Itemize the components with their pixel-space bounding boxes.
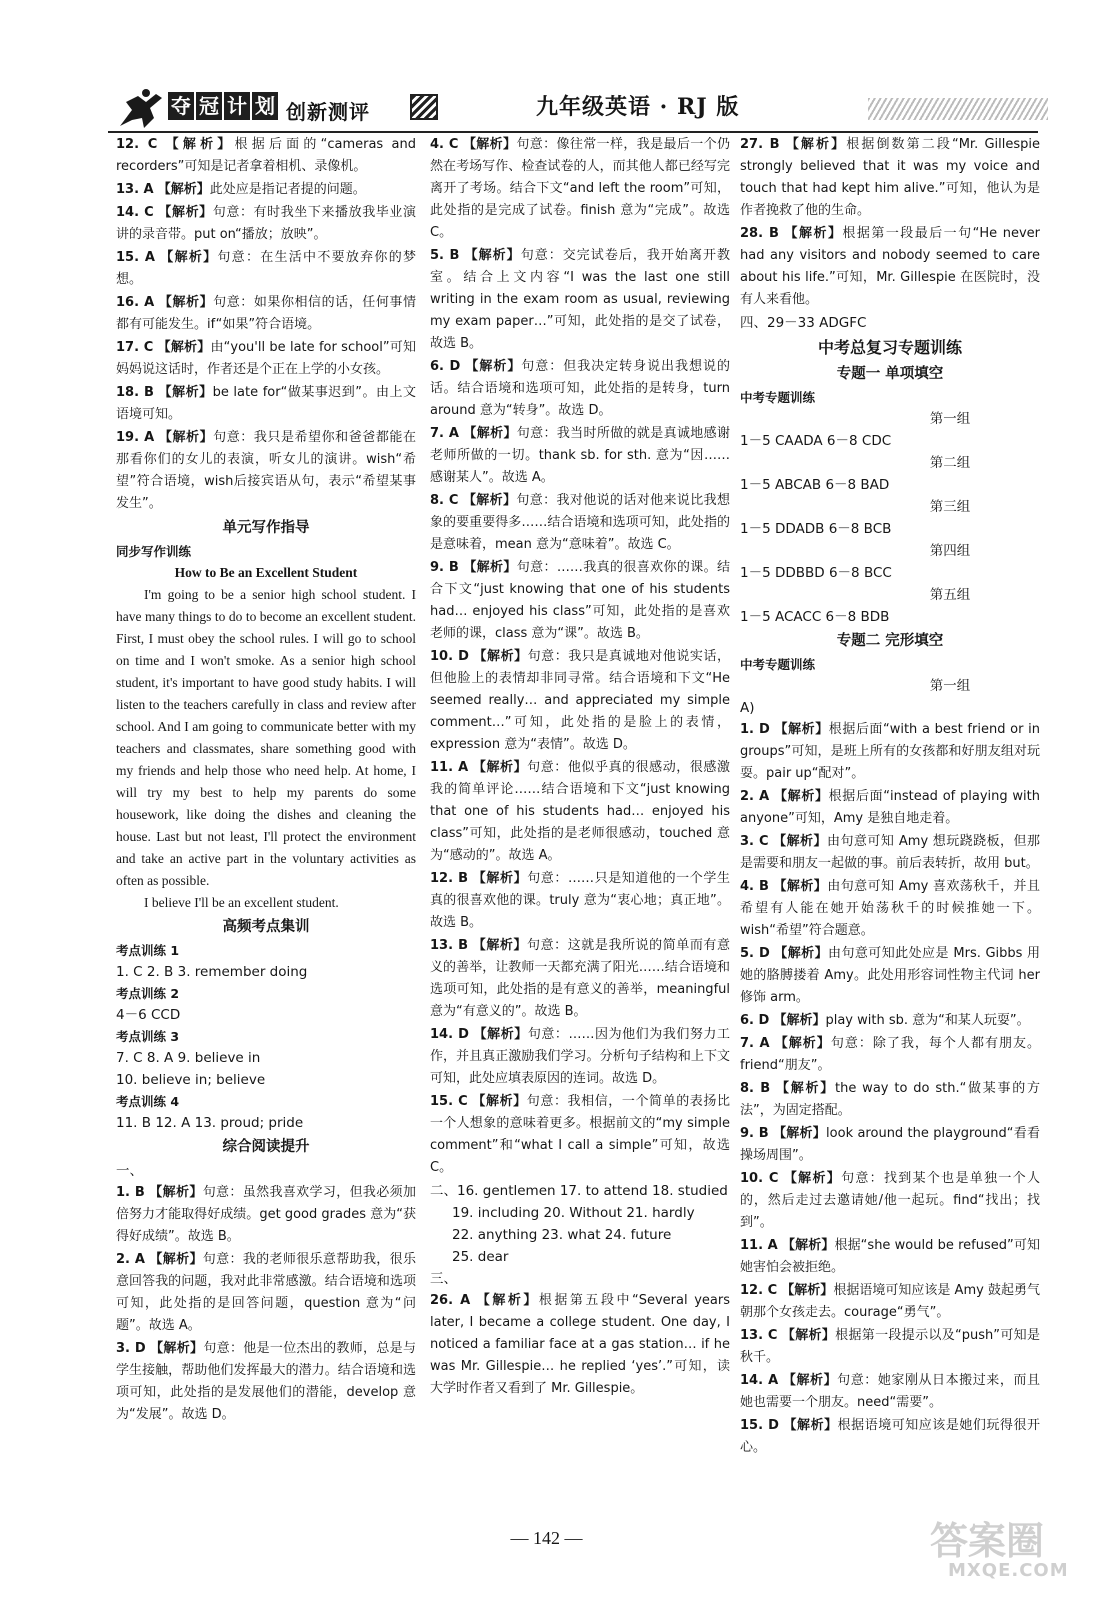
answer-entry [430, 935, 730, 1023]
analysis-text: 句意：我只是真诚地对他说实话，但他脸上的表情却非同寻常。结合语境和下文“He seemed really… and appreciated my simple comment…”可知，此处指的是脸上的表情，expression 意为“表情”。故选 D。 [430, 649, 730, 752]
analysis-text: 句意：有时我坐下来播放我毕业演讲的录音带。put on“播放；放映”。 [116, 205, 416, 242]
analysis-text: 句意：我只是希望你和爸爸都能在那看你们的女儿的表演，听女儿的演讲。wish“希望”符合语境，wish后接宾语从句，表示“希望某事发生”。 [116, 430, 416, 511]
analysis-tag: 【解析】 [158, 295, 214, 310]
page-title: 九年级英语 · RJ 版 [536, 94, 740, 120]
brand-char-2: 冠 [196, 92, 222, 120]
group-title: 第四组 [929, 543, 971, 559]
answer-entry [430, 557, 730, 645]
drill-label: 考点训练 2 [116, 986, 180, 1001]
analysis-tag: 【解析】 [773, 879, 828, 894]
analysis-tag: 【解析】 [472, 760, 528, 775]
answer-entry [116, 1249, 416, 1337]
answer-list [430, 134, 730, 1179]
question-number: 12. C [116, 137, 158, 152]
analysis-text: 由句意可知 Amy 想玩跷跷板，但那是需要和朋友一起做的事。前后表转折，故用 but。 [740, 834, 1040, 871]
answer-entry [116, 134, 416, 178]
question-number: 4. B [740, 879, 769, 894]
question-number: 15. C [430, 1094, 468, 1109]
topic-heading: 专题一 单项填空 [836, 366, 944, 382]
answer-entry [740, 134, 1040, 222]
analysis-text: 由句意可知 Amy 喜欢荡秋千，并且希望有人能在她开始荡秋千的时候推她一下。wish“希望”符合题意。 [740, 879, 1040, 938]
analysis-tag: 【解析】 [160, 250, 218, 265]
answer-entry [740, 1078, 1040, 1122]
analysis-text: 根据语境可知应该是她们玩得很开心。 [740, 1418, 1040, 1455]
section-number: 一、 [116, 1163, 143, 1179]
answer-entry [740, 831, 1040, 875]
analysis-tag: 【解析】 [783, 1171, 842, 1186]
analysis-text: the way to do sth.“做某事的方法”，为固定搭配。 [740, 1081, 1040, 1118]
question-number: 9. B [430, 560, 459, 575]
answer-line: 二、16. gentlemen 17. to attend 18. studied [430, 1183, 728, 1199]
question-number: 4. C [430, 137, 459, 152]
question-number: 15. A [116, 250, 155, 265]
answer-entry [740, 1123, 1040, 1167]
analysis-text: 根据第一段最后一句“He never had any visitors and nobody seemed to care about his life.”可知，Mr. Gillespie 在医院时，没有人来看他。 [740, 226, 1040, 307]
question-number: 5. B [430, 248, 460, 263]
answer-entry [430, 245, 730, 355]
brand-subtitle: 创新测评 [286, 100, 370, 124]
analysis-tag: 【解析】 [774, 1036, 831, 1051]
question-number: 7. A [740, 1036, 770, 1051]
analysis-tag: 【解析】 [463, 426, 517, 441]
answer-entry [116, 179, 416, 201]
answer-entry [740, 223, 1040, 311]
analysis-tag: 【解析】 [773, 1126, 827, 1141]
answer-line: 1－5 DDADB 6－8 BCB [740, 521, 892, 537]
answer-list [116, 1182, 416, 1426]
watermark-url: MXQE.COM [948, 1560, 1069, 1581]
analysis-tag: 【解析】 [774, 722, 829, 737]
analysis-tag: 【解析】 [785, 137, 847, 152]
answer-entry [740, 786, 1040, 830]
analysis-tag: 【解析】 [781, 1283, 834, 1298]
analysis-text: 句意：找到某个也是单独一个人的，然后走过去邀请她/他一起玩。find“找出；找到”。 [740, 1171, 1040, 1230]
analysis-text: 句意：……只是知道他的一个学生真的很喜欢他的课。truly 意为“衷心地；真正地”。故选 B。 [430, 871, 730, 930]
analysis-tag: 【解析】 [472, 938, 528, 953]
question-number: 28. B [740, 226, 779, 241]
group-title: 第三组 [929, 499, 971, 515]
question-number: 18. B [116, 385, 154, 400]
answer-line: 1. C 2. B 3. remember doing [116, 964, 308, 980]
group-title: 第一组 [929, 411, 971, 427]
analysis-text: 根据后面“instead of playing with anyone”可知，Amy 是独自地走着。 [740, 789, 1040, 826]
topic-heading: 专题二 完形填空 [836, 633, 944, 649]
question-number: 2. A [116, 1252, 145, 1267]
analysis-tag: 【解析】 [773, 1013, 826, 1028]
section-number: 三、 [430, 1271, 457, 1287]
answer-entry [116, 382, 416, 426]
analysis-tag: 【解析】 [781, 1238, 835, 1253]
analysis-tag: 【解析】 [158, 385, 213, 400]
answer-line: 四、29－33 ADGFC [740, 315, 867, 331]
answer-entry [116, 1338, 416, 1426]
page-number: — 142 — [510, 1528, 583, 1548]
section-heading: 单元写作指导 [222, 520, 310, 536]
brand-char-4: 划 [252, 92, 278, 120]
analysis-text: 句意：如果你相信的话，任何事情都有可能发生。if“如果”符合语境。 [116, 295, 416, 332]
answer-entry [740, 1325, 1040, 1369]
analysis-tag: 【解析】 [783, 1418, 838, 1433]
header-decoration [868, 98, 1048, 120]
analysis-text: 句意：除了我，每个人都有朋友。friend“朋友”。 [740, 1036, 1040, 1073]
analysis-tag: 【解析】 [472, 1094, 527, 1109]
analysis-text: 句意：但我决定转身说出我想说的话。结合语境和选项可知，此处指的是转身，turn around 意为“转身”。故选 D。 [430, 359, 730, 418]
answer-list [116, 134, 416, 515]
question-number: 14. C [116, 205, 154, 220]
analysis-tag: 【解析】 [784, 226, 843, 241]
answer-entry [116, 1182, 416, 1248]
question-number: 13. B [430, 938, 469, 953]
answer-list [430, 1290, 730, 1400]
question-number: 11. A [430, 760, 469, 775]
analysis-text: 句意：像往常一样，我是最后一个仍然在考场写作、检查试卷的人，而其他人都已经写完离开了考场。结合下文“and left the room”可知，此处指的是完成了试卷。finish 意为“完成”。故选 C。 [430, 137, 730, 240]
answer-line: 22. anything 23. what 24. future [452, 1227, 672, 1243]
answer-entry [430, 1290, 730, 1400]
analysis-tag: 【解析】 [773, 834, 827, 849]
group-title: 第二组 [929, 455, 971, 471]
answer-entry [430, 757, 730, 867]
section-heading: 综合阅读提升 [222, 1139, 310, 1155]
section-heading: 高频考点集训 [222, 919, 310, 935]
analysis-text: 根据语境可知应该是 Amy 鼓起勇气朝那个女孩走去。courage“勇气”。 [740, 1283, 1040, 1320]
analysis-text: 句意：交完试卷后，我开始离开教室。结合上文内容“I was the last one still writing in the exam room as usual, reviewing my exam paper…”可知，此处指的是交了试卷，故选 B。 [430, 248, 730, 351]
answer-line: 25. dear [452, 1249, 509, 1265]
analysis-text: 此处应是指记者提的问题。 [209, 182, 366, 197]
answer-entry [740, 719, 1040, 785]
answer-entry [116, 427, 416, 515]
question-number: 13. C [740, 1328, 778, 1343]
analysis-text: 句意：虽然我喜欢学习，但我必须加倍努力才能取得好成绩。get good grades 意为“获得好成绩”。故选 B。 [116, 1185, 416, 1244]
question-number: 11. A [740, 1238, 778, 1253]
analysis-text: be late for“做某事迟到”。由上文语境可知。 [116, 385, 416, 422]
answer-entry [740, 1010, 1040, 1032]
analysis-tag: 【解析】 [158, 430, 214, 445]
drill-label: 考点训练 1 [116, 943, 180, 958]
analysis-text: play with sb. 意为“和某人玩耍”。 [825, 1013, 1030, 1028]
essay-title: How to Be an Excellent Student [174, 565, 358, 580]
analysis-text: 根据第五段中“Several years later, I became a college student. One day, I noticed a familiar face at a gas station… if he was Mr. Gillespie… he replied ‘yes’.”可知，读大学时作者又看到了 Mr. Gillespie。 [430, 1293, 730, 1396]
answer-entry [116, 202, 416, 246]
answer-entry [430, 646, 730, 756]
answer-entry [430, 423, 730, 489]
question-number: 14. D [430, 1027, 469, 1042]
analysis-tag: 【解析】 [776, 1081, 835, 1096]
section-subheading: 同步写作训练 [116, 544, 192, 559]
analysis-text: 句意：……因为他们为我们努力工作，并且真正激励我们学习。分析句子结构和上下文可知，此处应填表原因的连词。故选 D。 [430, 1027, 730, 1086]
brand-char-3: 计 [224, 92, 250, 120]
essay-paragraph: I believe I'll be an excellent student. [144, 895, 339, 910]
analysis-tag: 【解析】 [158, 205, 213, 220]
answer-entry [116, 247, 416, 291]
answer-entry [740, 876, 1040, 942]
essay-paragraph: I'm going to be a senior high school student. I have many things to do to become an excellent student. First, I must obey the school rules. I will go to school on time and I won't smoke. As a senior high school student, it's important to have good study habits. I will listen to the teachers carefully in class and review after school. And I am going to communicate better with my teachers and classmates, share something good with my friends and help those who need help. At home, I will try my best to help my parents do some housework, like doing the dishes and cleaning the house. Last but not least, I'll protect the environment and take an active part in the voluntary activities as often as possible. [116, 587, 416, 888]
analysis-text: 根据倒数第二段“Mr. Gillespie strongly believed that it was my voice and touch that had kept him alive.”可知，他认为是作者挽救了他的生命。 [740, 137, 1040, 218]
group-title: 第五组 [929, 587, 971, 603]
analysis-tag: 【解析】 [463, 560, 517, 575]
question-number: 15. D [740, 1418, 779, 1433]
question-number: 6. D [740, 1013, 770, 1028]
question-number: 10. C [740, 1171, 779, 1186]
answer-line: 1－5 ABCAB 6－8 BAD [740, 477, 890, 493]
question-number: 16. A [116, 295, 155, 310]
analysis-text: 句意：他是一位杰出的教师，总是与学生接触，帮助他们发挥最大的潜力。结合语境和选项可知，此处指的是发展他们的潜能，develop 意为“发展”。故选 D。 [116, 1341, 416, 1422]
answer-entry [430, 1091, 730, 1179]
analysis-text: 句意：这就是我所说的简单而有意义的善举，让教师一天都充满了阳光……结合语境和选项可知，此处指的是有意义的善举，meaningful 意为“有意义的”。故选 B。 [430, 938, 730, 1019]
answer-line: 11. B 12. A 13. proud; pride [116, 1115, 304, 1131]
analysis-text: 根据后面的“cameras and recorders”可知是记者拿着相机、录像机。 [116, 137, 416, 174]
answer-entry [740, 1235, 1040, 1279]
question-number: 27. B [740, 137, 780, 152]
analysis-tag: 【解析】 [149, 1252, 203, 1267]
watermark-text: 答案圈 [930, 1519, 1045, 1563]
drill-label: 考点训练 3 [116, 1029, 180, 1044]
analysis-tag: 【解析】 [473, 1027, 528, 1042]
answer-line: 19. including 20. Without 21. hardly [452, 1205, 695, 1221]
answer-line: 1－5 DDBBD 6－8 BCC [740, 565, 892, 581]
analysis-text: 根据第一段提示以及“push”可知是秋千。 [740, 1328, 1040, 1365]
answer-entry [740, 1168, 1040, 1234]
column-2 [430, 134, 730, 1401]
answer-entry [430, 868, 730, 934]
analysis-tag: 【解析】 [781, 1328, 836, 1343]
answer-line: 1－5 CAADA 6－8 CDC [740, 433, 892, 449]
question-number: 14. A [740, 1373, 779, 1388]
part-label: A) [740, 700, 755, 716]
analysis-tag: 【解析】 [473, 649, 528, 664]
watermark-logo [930, 1510, 1080, 1590]
header-divider [108, 131, 1038, 133]
section-subheading: 中考专题训练 [740, 657, 816, 672]
answer-entry [740, 1370, 1040, 1414]
question-number: 5. D [740, 946, 770, 961]
answer-entry [740, 943, 1040, 1009]
analysis-tag: 【解析】 [462, 137, 517, 152]
question-number: 1. B [116, 1185, 145, 1200]
answer-entry [740, 1415, 1040, 1459]
question-number: 10. D [430, 649, 469, 664]
drill-label: 考点训练 4 [116, 1094, 180, 1109]
answer-entry [116, 337, 416, 381]
answer-entry [116, 292, 416, 336]
answer-entry [740, 1280, 1040, 1324]
analysis-text: 句意：她家刚从日本搬过来，而且她也需要一个朋友。need“需要”。 [740, 1373, 1040, 1410]
analysis-tag: 【解析】 [465, 359, 522, 374]
analysis-text: 句意：在生活中不要放弃你的梦想。 [116, 250, 416, 287]
analysis-text: 由“you'll be late for school”可知妈妈说这话时，作者还是个正在上学的小女孩。 [116, 340, 416, 377]
brand-logo [168, 92, 278, 120]
answer-line: 4－6 CCD [116, 1007, 181, 1023]
analysis-text: 句意：我对他说的话对他来说比我想象的要重要得多……结合语境和选项可知，此处指的是意味着，mean 意为“意味着”。故选 C。 [430, 493, 730, 552]
question-number: 8. C [430, 493, 459, 508]
analysis-tag: 【解析】 [149, 1185, 203, 1200]
brand-char-1: 夺 [168, 92, 194, 120]
question-number: 2. A [740, 789, 770, 804]
answer-entry [430, 356, 730, 422]
group-title: 第一组 [929, 678, 971, 694]
analysis-text: 句意：……我真的很喜欢你的课。结合下文“just knowing that one of his students had… enjoyed his class”可知，此处指的是喜欢老师的课，class 意为“课”。故选 B。 [430, 560, 730, 641]
answer-line: 10. believe in; believe [116, 1072, 266, 1088]
answer-entry [430, 490, 730, 556]
analysis-text: 句意：我当时所做的就是真诚地感谢老师所做的一切。thank sb. for sth. 意为“因……感谢某人”。故选 A。 [430, 426, 730, 485]
analysis-tag: 【解析】 [165, 137, 235, 152]
analysis-tag: 【解析】 [150, 1341, 204, 1356]
analysis-tag: 【解析】 [476, 1293, 539, 1308]
question-number: 3. C [740, 834, 769, 849]
question-number: 12. B [430, 871, 469, 886]
answer-entry [430, 134, 730, 244]
analysis-text: 句意：我相信，一个简单的表扬比一个人想象的意味着更多。根据前文的“my simple comment”和“what I call a simple”可知，故选 C。 [430, 1094, 730, 1175]
answer-line: 1－5 ACACC 6－8 BDB [740, 609, 890, 625]
column-3 [740, 134, 1040, 1460]
analysis-text: 根据后面“with a best friend or in groups”可知，是班上所有的女孩都和好朋友组对玩耍。pair up“配对”。 [740, 722, 1040, 781]
section-heading: 中考总复习专题训练 [817, 338, 962, 357]
analysis-text: look around the playground“看看操场周围”。 [740, 1126, 1041, 1163]
answer-list [740, 134, 1040, 311]
question-number: 17. C [116, 340, 154, 355]
page-header [108, 88, 1038, 130]
analysis-tag: 【解析】 [464, 248, 521, 263]
analysis-tag: 【解析】 [157, 182, 210, 197]
analysis-tag: 【解析】 [782, 1373, 838, 1388]
question-number: 19. A [116, 430, 155, 445]
question-number: 13. A [116, 182, 154, 197]
analysis-text: 句意：他似乎真的很感动，很感激我的简单评论……结合语境和下文“just knowing that one of his students had… enjoyed his class”可知，此处指的是老师很感动，touched 意为“感动的”。故选 A。 [430, 760, 730, 863]
analysis-tag: 【解析】 [774, 789, 829, 804]
analysis-text: 句意：我的老师很乐意帮助我，很乐意回答我的问题，我对此非常感激。结合语境和选项可知，此处指的是回答问题，question 意为“问题”。故选 A。 [116, 1252, 416, 1333]
question-number: 7. A [430, 426, 459, 441]
question-number: 3. D [116, 1341, 146, 1356]
analysis-tag: 【解析】 [472, 871, 528, 886]
question-number: 26. A [430, 1293, 471, 1308]
section-subheading: 中考专题训练 [740, 390, 816, 405]
analysis-text: 根据“she would be refused”可知她害怕会被拒绝。 [740, 1238, 1040, 1275]
question-number: 1. D [740, 722, 770, 737]
analysis-text: 由句意可知此处应是 Mrs. Gibbs 用她的胳膊搂着 Amy。此处用形容词性物主代词 her 修饰 arm。 [740, 946, 1040, 1005]
answer-entry [740, 1033, 1040, 1077]
analysis-tag: 【解析】 [774, 946, 829, 961]
answer-line: 7. C 8. A 9. believe in [116, 1050, 261, 1066]
answer-entry [430, 1024, 730, 1090]
runner-logo-icon [116, 88, 168, 132]
analysis-tag: 【解析】 [462, 493, 517, 508]
analysis-tag: 【解析】 [157, 340, 211, 355]
corner-stripe-icon [410, 94, 438, 120]
question-number: 6. D [430, 359, 461, 374]
question-number: 8. B [740, 1081, 771, 1096]
column-1 [116, 134, 416, 1427]
question-number: 12. C [740, 1283, 778, 1298]
question-number: 9. B [740, 1126, 769, 1141]
answer-list [740, 719, 1040, 1459]
